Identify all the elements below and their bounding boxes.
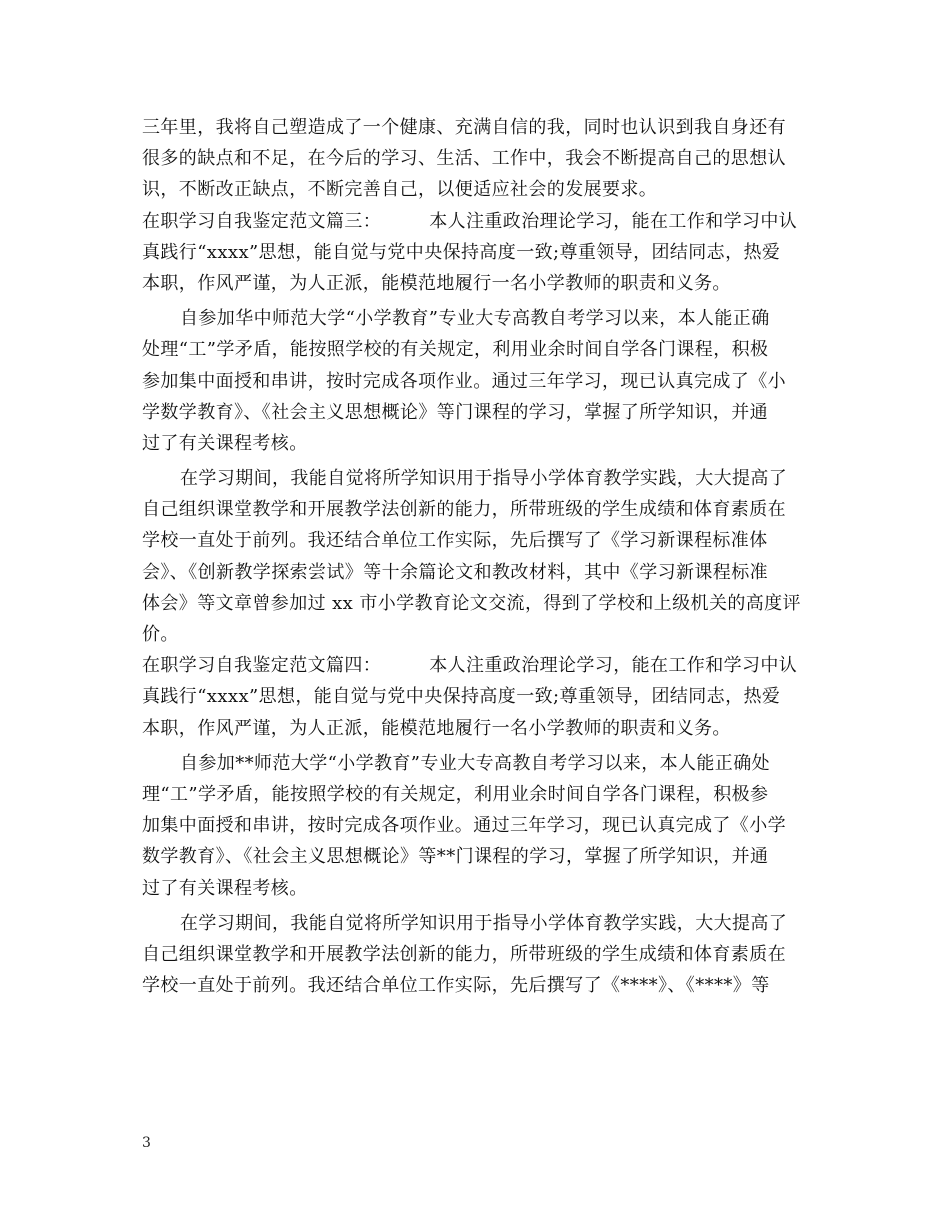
text-line: 很多的缺点和不足，在今后的学习、生活、工作中，我会不断提高自己的思想认 <box>142 148 786 170</box>
paragraph-1 <box>142 112 810 206</box>
text-line: 自参加华中师范大学“小学教育”专业大专高教自考学习以来，本人能正确 <box>180 308 770 330</box>
text-line <box>142 206 810 237</box>
text-line: 参加集中面授和串讲，按时完成各项作业。通过三年学习，现已认真完成了《小 <box>142 370 786 392</box>
document-body <box>142 112 810 1001</box>
text-segment: 本人注重政治理论学习，能在工作和学习中认 <box>429 655 798 677</box>
text-segment: 本人注重政治理论学习，能在工作和学习中认 <box>429 210 798 232</box>
section-heading-3: 在职学习自我鉴定范文篇三： <box>142 210 382 232</box>
text-line: 学校一直处于前列。我还结合单位工作实际，先后撰写了《****》、《****》等 <box>142 975 770 997</box>
paragraph-6 <box>142 748 810 904</box>
text-line: 识，不断改正缺点，不断完善自己，以便适应社会的发展要求。 <box>142 179 658 201</box>
text-line: 真践行“xxxx”思想，能自觉与党中央保持高度一致;尊重领导，团结同志，热爱 <box>142 241 781 263</box>
text-line: 数学教育》、《社会主义思想概论》等**门课程的学习，掌握了所学知识，并通 <box>142 846 769 868</box>
text-line: 过了有关课程考核。 <box>142 877 308 899</box>
text-line: 自己组织课堂教学和开展教学法创新的能力，所带班级的学生成绩和体育素质在 <box>142 499 786 521</box>
text-line: 在学习期间，我能自觉将所学知识用于指导小学体育教学实践，大大提高了 <box>180 468 788 490</box>
text-line: 本职，作风严谨，为人正派，能模范地履行一名小学教师的职责和义务。 <box>142 717 731 739</box>
text-line: 价。 <box>142 624 179 645</box>
paragraph-2 <box>142 206 810 300</box>
paragraph-5 <box>142 650 810 744</box>
text-line: 在学习期间，我能自觉将所学知识用于指导小学体育教学实践，大大提高了 <box>180 912 788 934</box>
text-line: 体会》等文章曾参加过 xx 市小学教育论文交流，得到了学校和上级机关的高度评 <box>142 592 801 614</box>
section-heading-4: 在职学习自我鉴定范文篇四： <box>142 655 382 677</box>
text-line: 处理“工”学矛盾，能按照学校的有关规定，利用业余时间自学各门课程，积极 <box>142 339 769 361</box>
text-line: 自己组织课堂教学和开展教学法创新的能力，所带班级的学生成绩和体育素质在 <box>142 943 786 965</box>
text-line: 会》、《创新教学探索尝试》等十余篇论文和教改材料，其中《学习新课程标准 <box>142 561 768 583</box>
text-line: 理“工”学矛盾，能按照学校的有关规定，利用业余时间自学各门课程，积极参 <box>142 783 769 805</box>
text-line: 本职，作风严谨，为人正派，能模范地履行一名小学教师的职责和义务。 <box>142 272 731 294</box>
paragraph-7 <box>142 908 810 1002</box>
text-line: 三年里，我将自己塑造成了一个健康、充满自信的我，同时也认识到我自身还有 <box>142 117 786 138</box>
text-line: 自参加**师范大学“小学教育”专业大专高教自考学习以来，本人能正确处 <box>180 752 771 774</box>
text-line: 加集中面授和串讲，按时完成各项作业。通过三年学习，现已认真完成了《小学 <box>142 815 786 837</box>
text-line <box>142 650 810 681</box>
paragraph-3 <box>142 303 810 459</box>
text-line: 过了有关课程考核。 <box>142 432 308 454</box>
paragraph-4 <box>142 463 810 650</box>
page-number: 3 <box>142 1135 151 1151</box>
text-line: 学校一直处于前列。我还结合单位工作实际，先后撰写了《学习新课程标准体 <box>142 530 768 552</box>
text-line: 真践行“xxxx”思想，能自觉与党中央保持高度一致;尊重领导，团结同志，热爱 <box>142 686 781 708</box>
text-line: 学数学教育》、《社会主义思想概论》等门课程的学习，掌握了所学知识，并通 <box>142 401 768 423</box>
